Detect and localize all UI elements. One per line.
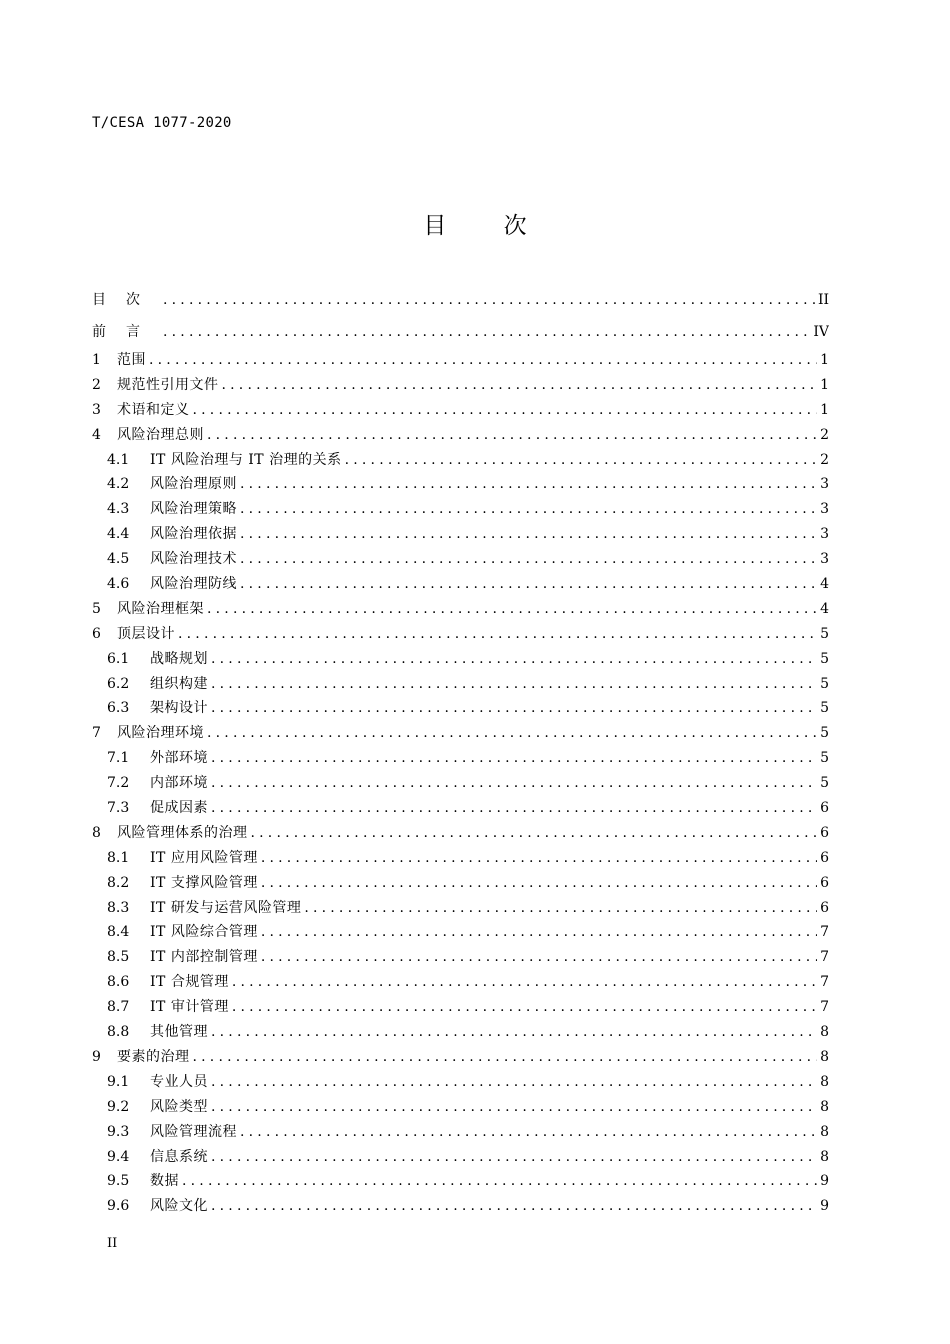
toc-entry-number: 9.1 bbox=[107, 1073, 130, 1090]
toc-entry[interactable] bbox=[92, 1020, 829, 1045]
toc-entry[interactable] bbox=[92, 497, 829, 522]
toc-entry[interactable] bbox=[92, 1095, 829, 1120]
toc-entry-number: 8.7 bbox=[107, 999, 130, 1016]
toc-dot-leader bbox=[211, 672, 817, 697]
toc-entry-label: 前言 bbox=[92, 323, 160, 340]
toc-dot-leader bbox=[240, 497, 817, 522]
toc-entry-label: 目次 bbox=[92, 292, 160, 308]
toc-entry-label: 风险治理策略 bbox=[150, 501, 237, 518]
toc-entry-label: 数据 bbox=[150, 1173, 179, 1190]
toc-entry-label: 风险治理总则 bbox=[117, 426, 204, 443]
toc-entry-page: 1 bbox=[820, 376, 829, 393]
toc-entry-page: 5 bbox=[820, 750, 829, 767]
toc-entry-page: 3 bbox=[820, 526, 829, 543]
table-of-contents bbox=[92, 285, 829, 1219]
toc-dot-leader bbox=[240, 472, 817, 497]
toc-entry[interactable] bbox=[92, 1145, 829, 1170]
toc-entry[interactable] bbox=[92, 746, 829, 771]
toc-entry-number: 8 bbox=[92, 824, 101, 841]
toc-entry[interactable] bbox=[92, 696, 829, 721]
toc-dot-leader bbox=[261, 846, 817, 871]
toc-entry-label: 促成因素 bbox=[150, 800, 208, 817]
toc-entry[interactable] bbox=[92, 896, 829, 921]
toc-entry-number: 6.2 bbox=[107, 675, 130, 692]
toc-dot-leader bbox=[232, 995, 817, 1020]
toc-entry[interactable] bbox=[92, 285, 829, 317]
toc-entry-label: 战略规划 bbox=[150, 650, 208, 667]
toc-entry-label: 风险文化 bbox=[150, 1198, 208, 1215]
toc-entry-number: 4.4 bbox=[107, 526, 130, 543]
toc-entry-label: 风险治理技术 bbox=[150, 551, 237, 568]
toc-entry-page: 7 bbox=[820, 999, 829, 1016]
toc-entry-page: 5 bbox=[820, 775, 829, 792]
toc-dot-leader bbox=[207, 597, 817, 622]
toc-entry-number: 8.5 bbox=[107, 949, 130, 966]
toc-entry-number: 9 bbox=[92, 1048, 101, 1065]
toc-entry[interactable] bbox=[92, 472, 829, 497]
toc-entry-page: 5 bbox=[820, 650, 829, 667]
toc-entry-label: 组织构建 bbox=[150, 675, 208, 692]
toc-entry-page: 7 bbox=[820, 974, 829, 991]
toc-entry-label: 风险治理框架 bbox=[117, 600, 204, 617]
toc-dot-leader bbox=[211, 1070, 817, 1095]
toc-dot-leader bbox=[304, 896, 817, 921]
toc-entry-label: 范围 bbox=[117, 352, 146, 368]
toc-entry-label: 架构设计 bbox=[150, 700, 208, 717]
toc-dot-leader bbox=[193, 1045, 818, 1070]
toc-entry-label: 风险类型 bbox=[150, 1098, 208, 1115]
toc-entry-label: IT 应用风险管理 bbox=[150, 849, 258, 866]
document-code: T/CESA 1077-2020 bbox=[92, 115, 232, 131]
toc-entry-number: 4.6 bbox=[107, 576, 130, 593]
toc-dot-leader bbox=[261, 920, 817, 945]
toc-dot-leader bbox=[178, 622, 817, 647]
toc-dot-leader bbox=[193, 398, 818, 423]
toc-entry-number: 1 bbox=[92, 352, 101, 368]
toc-entry-number: 7 bbox=[92, 725, 101, 742]
page-title: 目 次 bbox=[423, 213, 527, 239]
toc-entry-page: 8 bbox=[820, 1098, 829, 1115]
toc-entry-page: II bbox=[817, 292, 829, 308]
toc-entry[interactable] bbox=[92, 572, 829, 597]
toc-entry-number: 9.2 bbox=[107, 1098, 130, 1115]
toc-entry[interactable] bbox=[92, 920, 829, 945]
toc-entry-page: 6 bbox=[820, 899, 829, 916]
toc-entry-number: 2 bbox=[92, 376, 101, 393]
toc-dot-leader bbox=[240, 1120, 817, 1145]
toc-entry-page: 2 bbox=[820, 426, 829, 443]
toc-entry[interactable] bbox=[92, 448, 829, 473]
toc-entry-page: 8 bbox=[820, 1048, 829, 1065]
toc-entry-page: 6 bbox=[820, 824, 829, 841]
toc-entry-label: 其他管理 bbox=[150, 1024, 208, 1041]
toc-entry-number: 7.3 bbox=[107, 800, 130, 817]
toc-entry-page: 4 bbox=[820, 576, 829, 593]
toc-entry-number: 8.4 bbox=[107, 924, 130, 941]
toc-dot-leader bbox=[149, 348, 817, 373]
toc-entry[interactable] bbox=[92, 970, 829, 995]
toc-entry-number: 8.8 bbox=[107, 1024, 130, 1041]
toc-entry-number: 7.2 bbox=[107, 775, 130, 792]
toc-entry[interactable] bbox=[92, 423, 829, 448]
toc-entry[interactable] bbox=[92, 522, 829, 547]
toc-dot-leader bbox=[211, 1194, 817, 1219]
toc-entry-page: 6 bbox=[820, 874, 829, 891]
toc-entry-page: 6 bbox=[820, 800, 829, 817]
toc-entry[interactable] bbox=[92, 547, 829, 572]
toc-dot-leader bbox=[345, 448, 817, 473]
toc-dot-leader bbox=[207, 423, 817, 448]
toc-entry[interactable] bbox=[92, 1194, 829, 1219]
toc-entry-number: 8.6 bbox=[107, 974, 130, 991]
toc-entry-page: 8 bbox=[820, 1148, 829, 1165]
toc-dot-leader bbox=[222, 373, 818, 398]
toc-dot-leader bbox=[240, 522, 817, 547]
toc-entry[interactable] bbox=[92, 597, 829, 622]
toc-entry-number: 5 bbox=[92, 600, 101, 617]
toc-dot-leader bbox=[211, 746, 817, 771]
toc-entry-number: 9.4 bbox=[107, 1148, 130, 1165]
toc-entry[interactable] bbox=[92, 1070, 829, 1095]
toc-entry[interactable] bbox=[92, 398, 829, 423]
toc-entry-label: 风险治理环境 bbox=[117, 725, 204, 742]
toc-entry-label: IT 风险治理与 IT 治理的关系 bbox=[150, 451, 342, 468]
toc-entry-number: 4.2 bbox=[107, 476, 130, 493]
toc-entry-label: 风险管理流程 bbox=[150, 1123, 237, 1140]
toc-entry-number: 9.3 bbox=[107, 1123, 130, 1140]
toc-entry-page: 5 bbox=[820, 725, 829, 742]
toc-entry-label: IT 支撑风险管理 bbox=[150, 874, 258, 891]
toc-dot-leader bbox=[211, 1020, 817, 1045]
toc-entry-page: 3 bbox=[820, 501, 829, 518]
page-number: II bbox=[107, 1236, 118, 1251]
toc-dot-leader bbox=[182, 1169, 817, 1194]
toc-entry-label: 内部环境 bbox=[150, 775, 208, 792]
toc-entry-label: 顶层设计 bbox=[117, 625, 175, 642]
toc-entry-label: 风险治理依据 bbox=[150, 526, 237, 543]
toc-entry-page: 9 bbox=[820, 1198, 829, 1215]
toc-entry-label: IT 合规管理 bbox=[150, 974, 229, 991]
toc-entry-page: 6 bbox=[820, 849, 829, 866]
toc-entry[interactable] bbox=[92, 995, 829, 1020]
toc-dot-leader bbox=[163, 317, 810, 349]
toc-entry-page: 5 bbox=[820, 625, 829, 642]
toc-dot-leader bbox=[261, 871, 817, 896]
toc-entry[interactable] bbox=[92, 945, 829, 970]
toc-entry-number: 8.3 bbox=[107, 899, 130, 916]
toc-entry-number: 6.3 bbox=[107, 700, 130, 717]
toc-entry-label: 规范性引用文件 bbox=[117, 376, 219, 393]
toc-entry-label: 专业人员 bbox=[150, 1073, 208, 1090]
toc-entry-number: 8.1 bbox=[107, 849, 130, 866]
toc-dot-leader bbox=[207, 721, 817, 746]
toc-entry-label: IT 风险综合管理 bbox=[150, 924, 258, 941]
toc-entry-number: 6 bbox=[92, 625, 101, 642]
toc-entry-page: 2 bbox=[820, 451, 829, 468]
toc-dot-leader bbox=[211, 1145, 817, 1170]
toc-entry-label: 风险治理防线 bbox=[150, 576, 237, 593]
toc-entry-page: 5 bbox=[820, 700, 829, 717]
toc-entry[interactable] bbox=[92, 622, 829, 647]
toc-entry-page: 9 bbox=[820, 1173, 829, 1190]
toc-dot-leader bbox=[240, 547, 817, 572]
toc-dot-leader bbox=[251, 821, 818, 846]
toc-entry-page: 5 bbox=[820, 675, 829, 692]
toc-entry-page: 8 bbox=[820, 1073, 829, 1090]
toc-entry-label: 外部环境 bbox=[150, 750, 208, 767]
toc-entry-page: 7 bbox=[820, 949, 829, 966]
toc-entry-label: 要素的治理 bbox=[117, 1048, 190, 1065]
toc-dot-leader bbox=[163, 285, 815, 317]
toc-dot-leader bbox=[240, 572, 817, 597]
toc-entry[interactable] bbox=[92, 871, 829, 896]
toc-entry-page: 1 bbox=[820, 352, 829, 368]
toc-entry-page: 4 bbox=[820, 600, 829, 617]
toc-entry-number: 9.6 bbox=[107, 1198, 130, 1215]
toc-entry-number: 9.5 bbox=[107, 1173, 130, 1190]
toc-entry[interactable] bbox=[92, 672, 829, 697]
toc-entry-label: 术语和定义 bbox=[117, 401, 190, 418]
toc-entry-label: 风险管理体系的治理 bbox=[117, 824, 248, 841]
toc-entry-number: 7.1 bbox=[107, 750, 130, 767]
toc-entry-page: 1 bbox=[820, 401, 829, 418]
toc-entry[interactable] bbox=[92, 846, 829, 871]
toc-entry[interactable] bbox=[92, 771, 829, 796]
toc-entry[interactable] bbox=[92, 721, 829, 746]
toc-entry-number: 3 bbox=[92, 401, 101, 418]
toc-entry-page: 3 bbox=[820, 551, 829, 568]
toc-dot-leader bbox=[211, 647, 817, 672]
toc-dot-leader bbox=[211, 696, 817, 721]
toc-entry[interactable] bbox=[92, 348, 829, 373]
toc-entry-number: 4.3 bbox=[107, 501, 130, 518]
toc-entry[interactable] bbox=[92, 1120, 829, 1145]
toc-entry-page: 8 bbox=[820, 1123, 829, 1140]
toc-entry-number: 4.5 bbox=[107, 551, 130, 568]
toc-entry-label: 风险治理原则 bbox=[150, 476, 237, 493]
toc-entry-number: 6.1 bbox=[107, 650, 130, 667]
toc-entry[interactable] bbox=[92, 647, 829, 672]
toc-entry-number: 4 bbox=[92, 426, 101, 443]
toc-dot-leader bbox=[211, 1095, 817, 1120]
toc-entry-label: 信息系统 bbox=[150, 1148, 208, 1165]
toc-entry-page: 8 bbox=[820, 1024, 829, 1041]
toc-entry[interactable] bbox=[92, 821, 829, 846]
toc-dot-leader bbox=[211, 771, 817, 796]
toc-entry-label: IT 内部控制管理 bbox=[150, 949, 258, 966]
toc-entry-number: 4.1 bbox=[107, 451, 130, 468]
toc-entry[interactable] bbox=[92, 1169, 829, 1194]
toc-entry[interactable] bbox=[92, 317, 829, 349]
toc-entry[interactable] bbox=[92, 1045, 829, 1070]
toc-entry-label: IT 研发与运营风险管理 bbox=[150, 899, 302, 916]
toc-dot-leader bbox=[232, 970, 817, 995]
toc-entry[interactable] bbox=[92, 796, 829, 821]
toc-dot-leader bbox=[211, 796, 817, 821]
toc-dot-leader bbox=[261, 945, 817, 970]
toc-entry-label: IT 审计管理 bbox=[150, 999, 229, 1016]
toc-entry[interactable] bbox=[92, 373, 829, 398]
toc-entry-page: 3 bbox=[820, 476, 829, 493]
toc-entry-number: 8.2 bbox=[107, 874, 130, 891]
toc-entry-page: IV bbox=[813, 323, 829, 340]
toc-entry-page: 7 bbox=[820, 924, 829, 941]
